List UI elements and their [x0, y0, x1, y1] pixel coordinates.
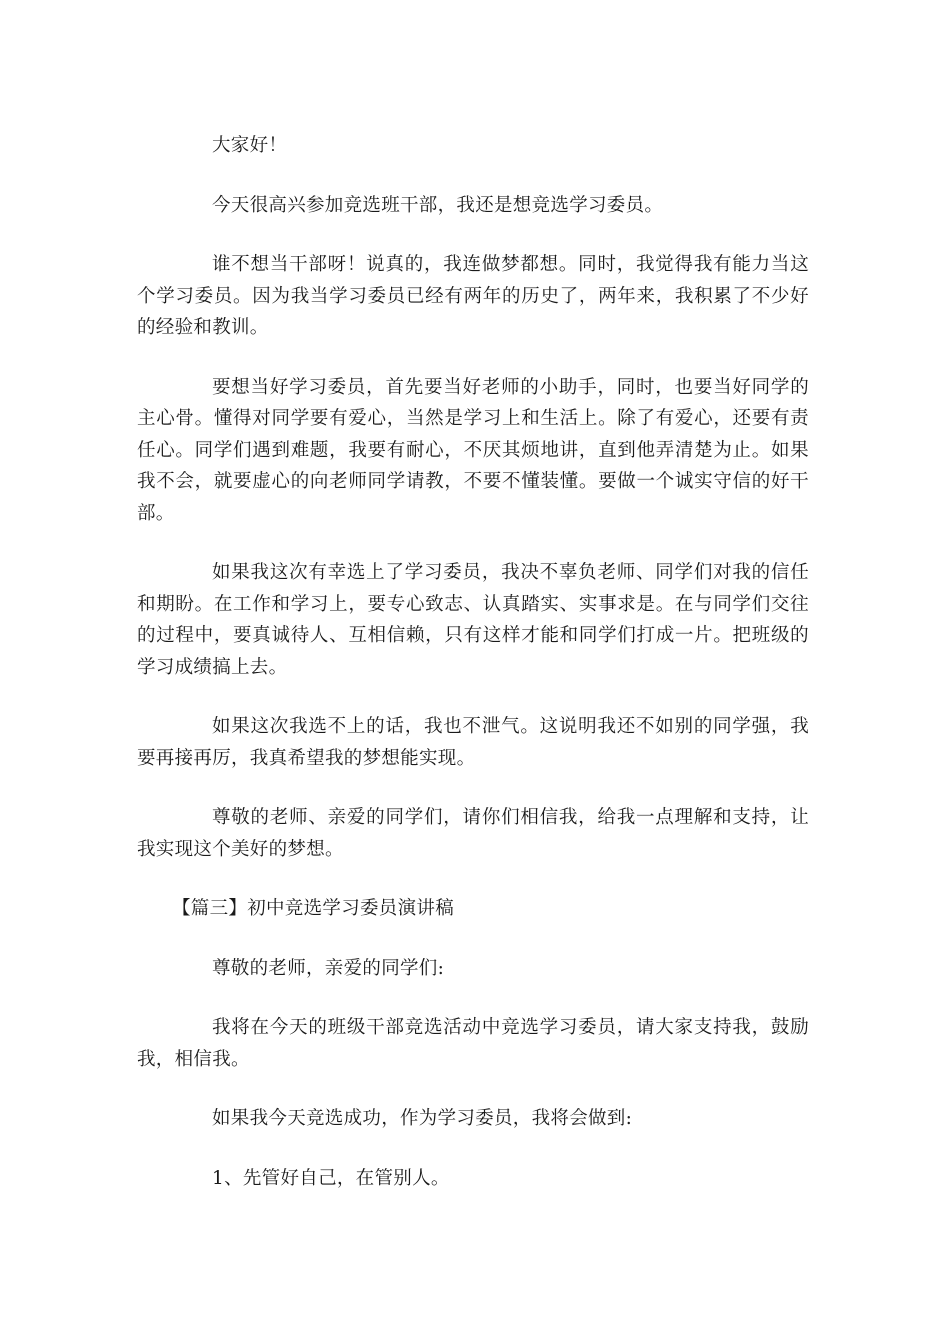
body-paragraph: 要想当好学习委员，首先要当好老师的小助手，同时，也要当好同学的主心骨。懂得对同学要有爱心，当然是学习上和生活上。除了有爱心，还要有责任心。同学们遇到难题，我要有耐心，不厌其烦地讲，直到他弄清楚为止。如果我不会，就要虚心的向老师同学请教，不要不懂装懂。要做一个诚实守信的好干部。 — [137, 376, 809, 524]
body-paragraph: 谁不想当干部呀！说真的，我连做梦都想。同时，我觉得我有能力当这个学习委员。因为我当学习委员已经有两年的历史了，两年来，我积累了不少好的经验和教训。 — [137, 254, 809, 338]
body-paragraph: 如果我这次有幸选上了学习委员，我决不辜负老师、同学们对我的信任和期盼。在工作和学习上，要专心致志、认真踏实、实事求是。在与同学们交往的过程中，要真诚待人、互相信赖，只有这样才能和同学们打成一片。把班级的学习成绩搞上去。 — [137, 562, 809, 678]
document-body — [137, 130, 809, 1222]
body-paragraph: 如果我今天竞选成功，作为学习委员，我将会做到: — [212, 1108, 633, 1129]
greeting-paragraph: 大家好！ — [212, 135, 288, 156]
closing-paragraph: 尊敬的老师、亲爱的同学们，请你们相信我，给我一点理解和支持，让我实现这个美好的梦想。 — [137, 807, 809, 860]
salutation-paragraph: 尊敬的老师，亲爱的同学们: — [212, 957, 445, 979]
section-heading: 【篇三】初中竞选学习委员演讲稿 — [172, 898, 455, 919]
body-paragraph: 如果这次我选不上的话，我也不泄气。这说明我还不如别的同学强，我要再接再厉，我真希望我的梦想能实现。 — [137, 716, 809, 769]
intro-paragraph: 今天很高兴参加竞选班干部，我还是想竞选学习委员。 — [212, 194, 664, 216]
list-item: 1、先管好自己，在管别人。 — [212, 1167, 450, 1189]
body-paragraph: 我将在今天的班级干部竞选活动中竞选学习委员，请大家支持我，鼓励我，相信我。 — [137, 1017, 809, 1070]
